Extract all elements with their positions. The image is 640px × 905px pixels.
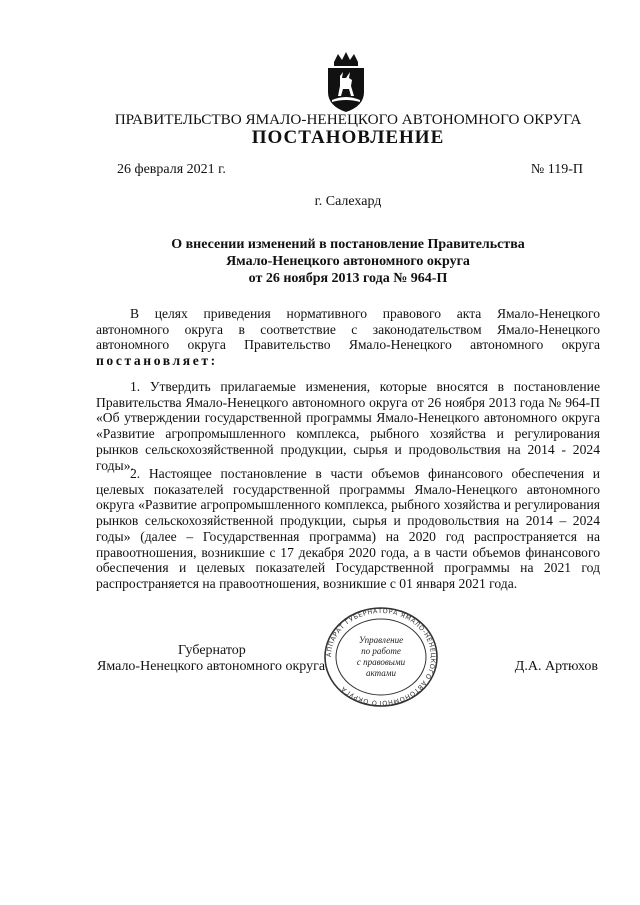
signatory-title: Губернатор xyxy=(178,643,246,658)
subject-line: О внесении изменений в постановление Правительства xyxy=(171,237,525,252)
document-type-title: ПОСТАНОВЛЕНИЕ xyxy=(251,127,445,148)
signatory-region: Ямало-Ненецкого автономного округа xyxy=(97,659,326,674)
intro-paragraph xyxy=(96,306,600,369)
intro-verb: постановляет: xyxy=(96,353,218,369)
stamp-ring-text: АППАРАТ ГУБЕРНАТОРА ЯМАЛО-НЕНЕЦКОГО АВТОНОМНОГО ОКРУГА xyxy=(324,606,438,708)
document-city: г. Салехард xyxy=(314,194,382,209)
document-number: № 119-П xyxy=(530,162,583,177)
government-title: ПРАВИТЕЛЬСТВО ЯМАЛО-НЕНЕЦКОГО АВТОНОМНОГО ОКРУГА xyxy=(114,111,582,128)
yamal-coat-of-arms-icon xyxy=(318,52,374,114)
subject-line: Ямало-Ненецкого автономного округа xyxy=(226,254,470,269)
clause-2: 2. Настоящее постановление в части объемов финансового обеспечения и целевых показателей государственной программы Ямало-Ненецкого автономного округа «Развитие агропромышленного комплекса, рыбного хозяйства и регулирования рынков сельскохозяйственной продукции, сырья и продовольствия на 2014 – 2024 годы» (далее – Государственная программа) на 2020 год распространяется на правоотношения, возникшие с 17 декабря 2020 года, а в части объемов финансового обеспечения и целевых показателей Государственной программы на 2021 год распространяется на правоотношения, возникшие с 01 января 2021 года. xyxy=(96,466,600,591)
stamp-line: Управление xyxy=(358,635,404,645)
intro-text: В целях приведения нормативного правового акта Ямало-Ненецкого автономного округа в соответствие с законодательством Ямало-Ненецкого автономного округа Правительство Ямало-Ненецкого автономного округа xyxy=(96,306,600,353)
official-stamp xyxy=(322,605,440,709)
document-date: 26 февраля 2021 г. xyxy=(117,162,226,177)
subject-line: от 26 ноября 2013 года № 964-П xyxy=(248,271,448,286)
signatory-name: Д.А. Артюхов xyxy=(514,659,598,674)
stamp-inner-text xyxy=(322,635,440,679)
clause-1: 1. Утвердить прилагаемые изменения, которые вносятся в постановление Правительства Ямало-Ненецкого автономного округа от 26 ноября 2013 года № 964-П «Об утверждении государственной программы Ямало-Ненецкого автономного округа «Развитие агропромышленного комплекса, рыбного хозяйства и регулирования рынков сельскохозяйственной продукции, сырья и продовольствия на 2014 - 2024 годы». xyxy=(96,379,600,473)
stamp-line: с правовыми xyxy=(356,657,406,667)
document-subject xyxy=(0,236,640,287)
stamp-line: по работе xyxy=(361,646,401,656)
stamp-line: актами xyxy=(366,668,396,678)
